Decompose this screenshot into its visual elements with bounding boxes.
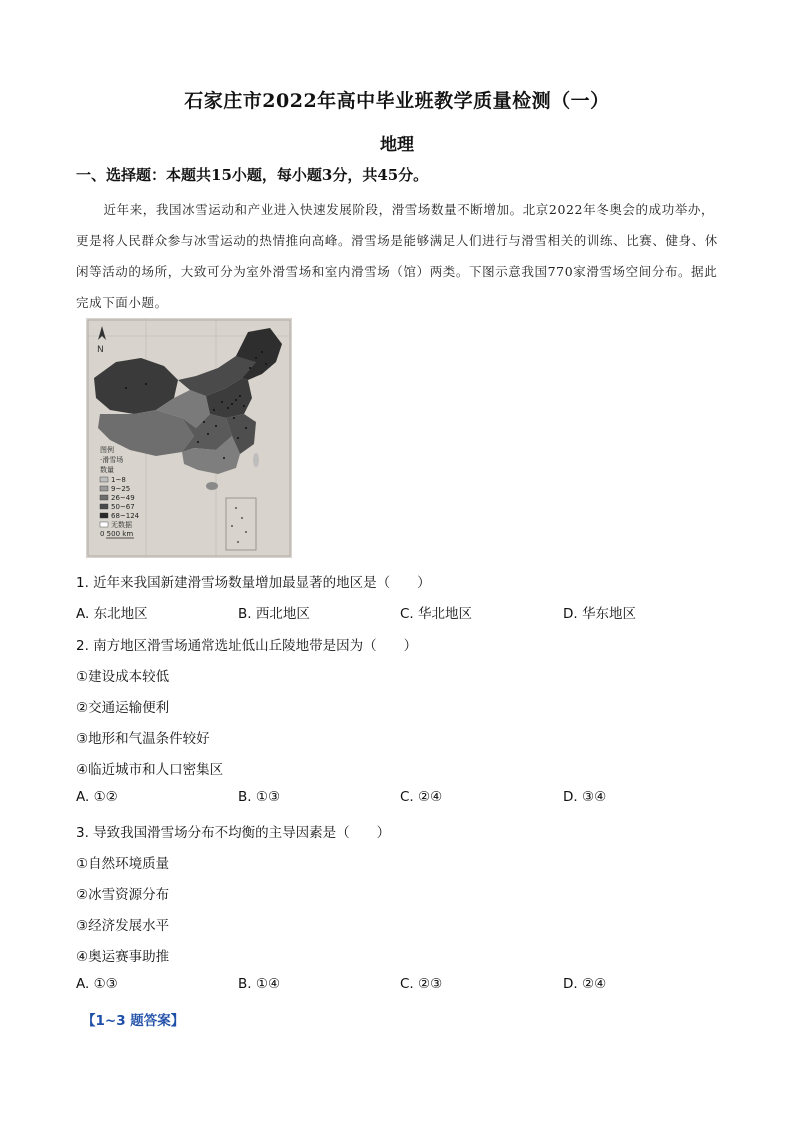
option-d[interactable]: D. ③④ [563, 789, 607, 805]
option-c[interactable]: C. 华北地区 [400, 606, 473, 622]
subject-title: 地理 [380, 135, 414, 155]
statement: ④临近城市和人口密集区 [76, 762, 224, 778]
section-heading: 一、选择题：本题共15小题，每小题3分，共45分。 [76, 166, 429, 184]
legend-count-label: 数量 [100, 466, 114, 474]
statement: ②交通运输便利 [76, 700, 170, 716]
question-stem: 1. 近年来我国新建滑雪场数量增加最显著的地区是（ ） [76, 575, 431, 591]
statement: ①自然环境质量 [76, 856, 170, 872]
legend-range: 无数据 [111, 521, 132, 529]
legend-range: 50~67 [111, 503, 135, 511]
statement: ②冰雪资源分布 [76, 887, 170, 903]
statement: ③地形和气温条件较好 [76, 731, 210, 747]
intro-paragraph: 近年来，我国冰雪运动和产业进入快速发展阶段，滑雪场数量不断增加。北京2022年冬奥会的成功举办，更是将人民群众参与冰雪运动的热情推向高峰。滑雪场是能够满足人们进行与滑雪相关的训练、比赛、健身、休闲等活动的场所，大致可分为室外滑雪场和室内滑雪场（馆）两类。下图示意我国770家滑雪场空间分布。据此完成下面小题。 [76, 202, 718, 310]
legend-range: 26~49 [111, 494, 135, 502]
option-d[interactable]: D. 华东地区 [563, 606, 636, 622]
exam-title: 石家庄市2022年高中毕业班教学质量检测（一） [184, 90, 610, 112]
option-b[interactable]: B. 西北地区 [238, 606, 310, 622]
statement: ①建设成本较低 [76, 669, 170, 685]
option-c[interactable]: C. ②④ [400, 789, 443, 805]
ski-resort-map [86, 318, 292, 558]
legend-title: 图例 [100, 446, 114, 454]
option-a[interactable]: A. ①② [76, 789, 118, 805]
statement: ③经济发展水平 [76, 918, 170, 934]
question-stem: 2. 南方地区滑雪场通常选址低山丘陵地带是因为（ ） [76, 638, 418, 654]
scale-label: 0 500 km [100, 530, 134, 538]
legend-range: 1~8 [111, 476, 126, 484]
option-a[interactable]: A. 东北地区 [76, 606, 148, 622]
option-d[interactable]: D. ②④ [563, 976, 607, 992]
north-label: N [97, 345, 104, 355]
china-map-image [86, 318, 292, 558]
legend-range: 9~25 [111, 485, 131, 493]
option-a[interactable]: A. ①③ [76, 976, 118, 992]
statement: ④奥运赛事助推 [76, 949, 170, 965]
option-c[interactable]: C. ②③ [400, 976, 443, 992]
answer-heading: 【1~3 题答案】 [82, 1013, 185, 1029]
legend-range: 68~124 [111, 512, 140, 520]
legend-item: ·滑雪场 [100, 456, 124, 464]
question-stem: 3. 导致我国滑雪场分布不均衡的主导因素是（ ） [76, 825, 391, 841]
option-b[interactable]: B. ①④ [238, 976, 281, 992]
option-b[interactable]: B. ①③ [238, 789, 281, 805]
